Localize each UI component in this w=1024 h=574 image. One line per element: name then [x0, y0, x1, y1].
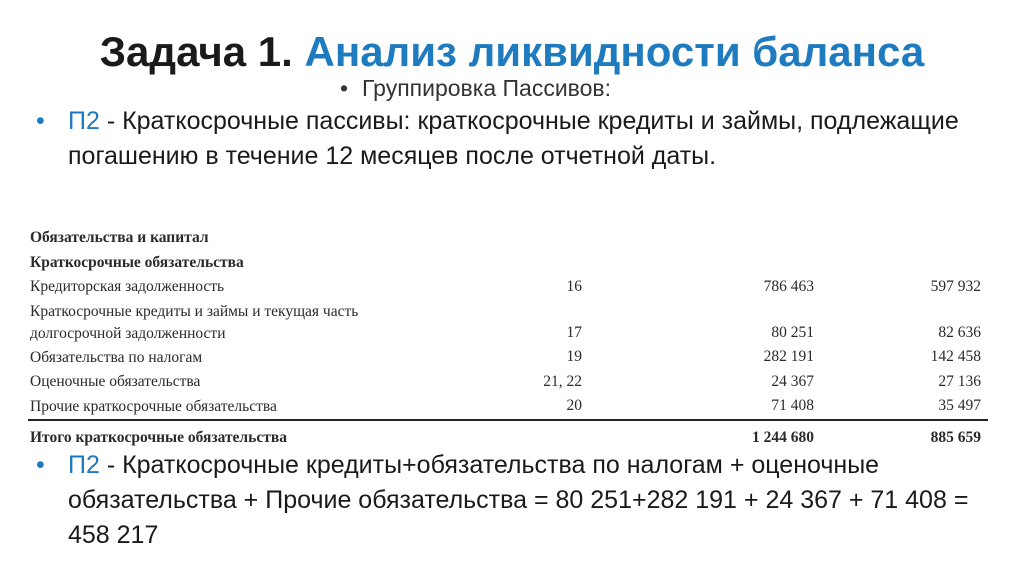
row-value-prior: 597 932 [930, 277, 981, 295]
table-header-row [28, 224, 988, 249]
title-prefix: Задача 1. [99, 28, 293, 75]
bullet-dot-icon: • [36, 107, 45, 135]
row-note: 20 [566, 397, 582, 414]
definition-body: - Краткосрочные пассивы: краткосрочные кредиты и займы, подлежащие погашению в течение 12 месяцев после отчетной даты. [68, 107, 959, 170]
row-name: Краткосрочные кредиты и займы и текущая часть долгосрочной задолженности [30, 302, 359, 342]
total-name: Итого краткосрочные обязательства [30, 429, 287, 446]
row-value-current: 71 408 [771, 397, 814, 414]
table-header: Обязательства и капитал [30, 229, 209, 246]
row-name: Оценочные обязательства [30, 373, 201, 390]
subtitle-text: Группировка Пассивов: [362, 75, 612, 101]
bullet-dot-icon: • [340, 75, 349, 101]
bullet-calculation-text [68, 448, 996, 553]
bullet-dot-icon: • [36, 451, 45, 479]
total-value-prior: 885 659 [930, 428, 981, 446]
row-name: Кредиторская задолженность [30, 278, 225, 295]
table-row [28, 298, 988, 344]
balance-table [28, 224, 988, 449]
bullet-calculation [36, 448, 996, 553]
table-divider [28, 419, 988, 421]
table-row [28, 393, 988, 418]
table-row [28, 273, 988, 298]
calculation-body: - Краткосрочные кредиты+обязательства по налогам + оценочные обязательства + Прочие обязательства = 80 251+282 191 + 24 367 + 71 408 = 458 217 [68, 451, 969, 549]
table-row [28, 344, 988, 369]
liability-code: П2 [68, 107, 100, 135]
subtitle [340, 74, 611, 102]
row-note: 21, 22 [543, 372, 582, 390]
page-title [0, 28, 1024, 76]
row-value-current: 80 251 [771, 323, 814, 341]
table-total-row [28, 424, 988, 449]
row-value-prior: 35 497 [938, 397, 981, 414]
table-row [28, 368, 988, 393]
row-note: 19 [566, 348, 582, 365]
liability-code: П2 [68, 451, 100, 479]
row-value-current: 24 367 [771, 372, 814, 390]
row-value-current: 282 191 [763, 348, 814, 365]
row-value-current: 786 463 [763, 277, 814, 295]
row-value-prior: 142 458 [930, 348, 981, 365]
row-name: Обязательства по налогам [30, 348, 203, 366]
bullet-definition-text [68, 104, 996, 174]
row-name: Прочие краткосрочные обязательства [30, 397, 277, 415]
row-note: 16 [566, 277, 582, 295]
title-accent: Анализ ликвидности баланса [304, 28, 925, 75]
table-section: Краткосрочные обязательства [30, 253, 244, 271]
row-value-prior: 27 136 [938, 372, 981, 390]
row-note: 17 [566, 323, 582, 341]
total-value-current: 1 244 680 [752, 428, 814, 446]
bullet-definition [36, 104, 996, 174]
table-section-row [28, 249, 988, 274]
row-value-prior: 82 636 [938, 323, 981, 341]
